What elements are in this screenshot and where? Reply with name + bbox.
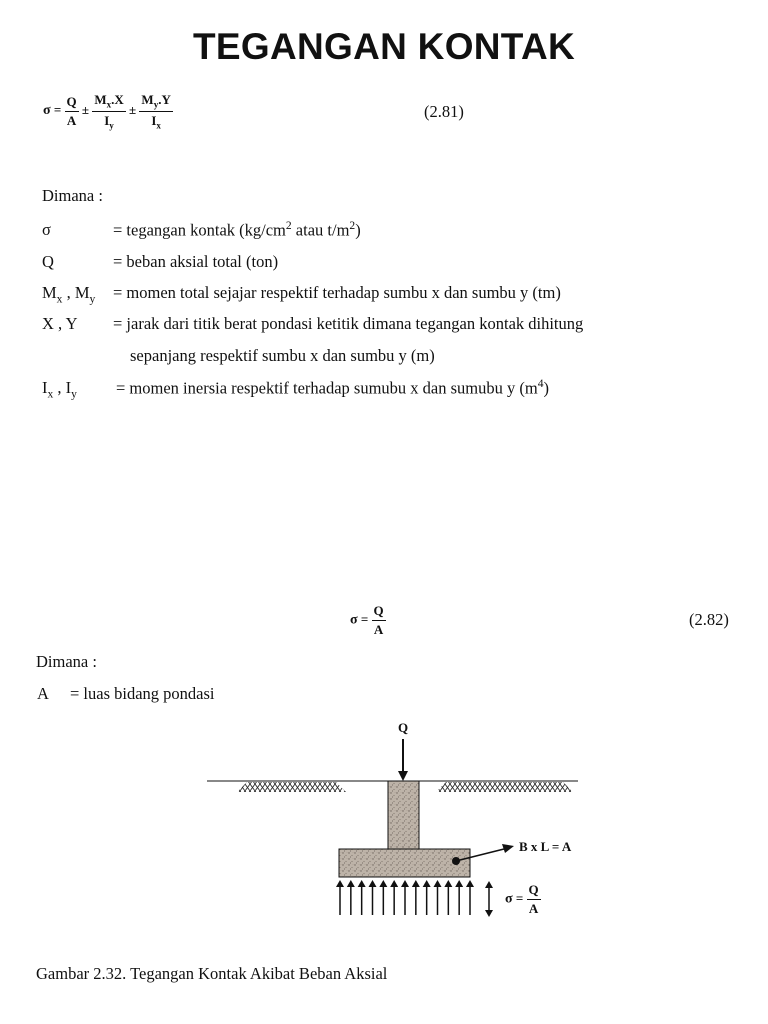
- text-segment: = momen inersia respektif terhadap sumubu x dan sumubu y (m: [116, 378, 538, 398]
- fraction-numerator: Q: [372, 603, 386, 621]
- symbol-part: I: [65, 378, 72, 397]
- area-label: B x L = A: [519, 839, 572, 854]
- plus-minus-sign: ±: [81, 102, 90, 118]
- stress-arrow-head: [423, 880, 431, 887]
- subscript: y: [71, 388, 77, 401]
- subscript: x: [106, 99, 112, 110]
- inertia-symbol: I: [104, 112, 110, 128]
- stress-arrow-head: [390, 880, 398, 887]
- stress-label: [505, 882, 541, 917]
- stress-arrow-head: [347, 880, 355, 887]
- subscript: y: [153, 99, 159, 110]
- subscript: x: [156, 120, 161, 131]
- fraction-denominator: A: [528, 901, 539, 916]
- stress-arrow-head: [455, 880, 463, 887]
- load-label: Q: [398, 720, 409, 735]
- superscript: 2: [285, 220, 292, 232]
- stress-arrow-head: [466, 880, 474, 887]
- fraction-numerator: Q: [527, 882, 541, 900]
- text-segment: ): [355, 220, 361, 240]
- definitions-heading: Dimana :: [42, 186, 103, 205]
- fraction-denominator: A: [373, 622, 384, 637]
- footing-base: [339, 849, 470, 877]
- stress-arrow-head: [379, 880, 387, 887]
- stress-arrow-head: [444, 880, 452, 887]
- definition-text: = beban aksial total (ton): [113, 252, 279, 271]
- equals-sign: =: [360, 611, 369, 627]
- definitions-heading: Dimana :: [36, 652, 97, 671]
- text-segment: ): [543, 378, 549, 398]
- definition-symbol: σ: [42, 220, 51, 239]
- definition-symbol: Q: [42, 252, 54, 271]
- footing-column: [388, 781, 419, 849]
- definition-text: = momen total sejajar respektif terhadap sumbu x dan sumbu y (tm): [113, 283, 561, 302]
- inertia-symbol: I: [151, 112, 157, 128]
- stress-magnitude-arrowhead-bottom: [485, 910, 493, 917]
- definition-continuation: sepanjang respektif sumbu x dan sumbu y (m): [130, 346, 435, 365]
- superscript: 2: [349, 220, 356, 232]
- stress-arrow-head: [434, 880, 442, 887]
- page-title: TEGANGAN KONTAK: [192, 26, 575, 67]
- subscript: y: [109, 120, 114, 131]
- definition-symbol: A: [37, 684, 49, 703]
- separator: ,: [62, 283, 75, 302]
- fraction-numerator: Q: [65, 94, 79, 112]
- fraction-q-over-a: [527, 882, 541, 917]
- definition-text: = luas bidang pondasi: [70, 684, 215, 703]
- plus-minus-sign: ±: [129, 102, 137, 118]
- stress-arrow-head: [412, 880, 420, 887]
- subscript: x: [56, 293, 63, 306]
- figure-caption: Gambar 2.32. Tegangan Kontak Akibat Beban Aksial: [36, 964, 388, 983]
- text-segment: = tegangan kontak (kg/cm: [113, 220, 286, 240]
- sigma-symbol: σ: [505, 891, 513, 907]
- definition-symbol: X , Y: [42, 314, 78, 333]
- definition-text: = jarak dari titik berat pondasi ketitik dimana tegangan kontak dihitung: [113, 314, 584, 333]
- stress-arrow-head: [369, 880, 377, 887]
- stress-magnitude-arrowhead-top: [485, 881, 493, 888]
- text-segment: atau t/m: [291, 220, 350, 240]
- equation-number: (2.82): [689, 610, 729, 629]
- distance-term: .X: [111, 92, 124, 107]
- soil-hatching: [436, 782, 573, 792]
- stress-arrow-head: [358, 880, 366, 887]
- symbol-part: I: [42, 378, 48, 397]
- moment-symbol: M: [94, 92, 107, 107]
- equals-sign: =: [515, 890, 524, 906]
- sigma-symbol: σ: [350, 612, 358, 628]
- stress-arrow-head: [336, 880, 344, 887]
- superscript: 4: [537, 378, 544, 390]
- fraction-denominator: A: [66, 112, 77, 128]
- stress-arrows: [336, 880, 474, 915]
- distance-term: .Y: [158, 92, 171, 107]
- stress-arrow-head: [401, 880, 409, 887]
- moment-symbol: M: [141, 92, 154, 107]
- symbol-part: M: [74, 283, 90, 302]
- soil-hatching: [237, 782, 346, 792]
- equals-sign: =: [53, 102, 62, 118]
- symbol-part: M: [42, 283, 57, 302]
- subscript: y: [89, 293, 96, 306]
- equation-number: (2.81): [424, 102, 464, 121]
- separator: ,: [53, 378, 66, 397]
- load-arrowhead: [398, 771, 408, 781]
- subscript: x: [47, 388, 54, 401]
- area-leader-arrowhead: [502, 844, 514, 853]
- sigma-symbol: σ: [43, 103, 51, 119]
